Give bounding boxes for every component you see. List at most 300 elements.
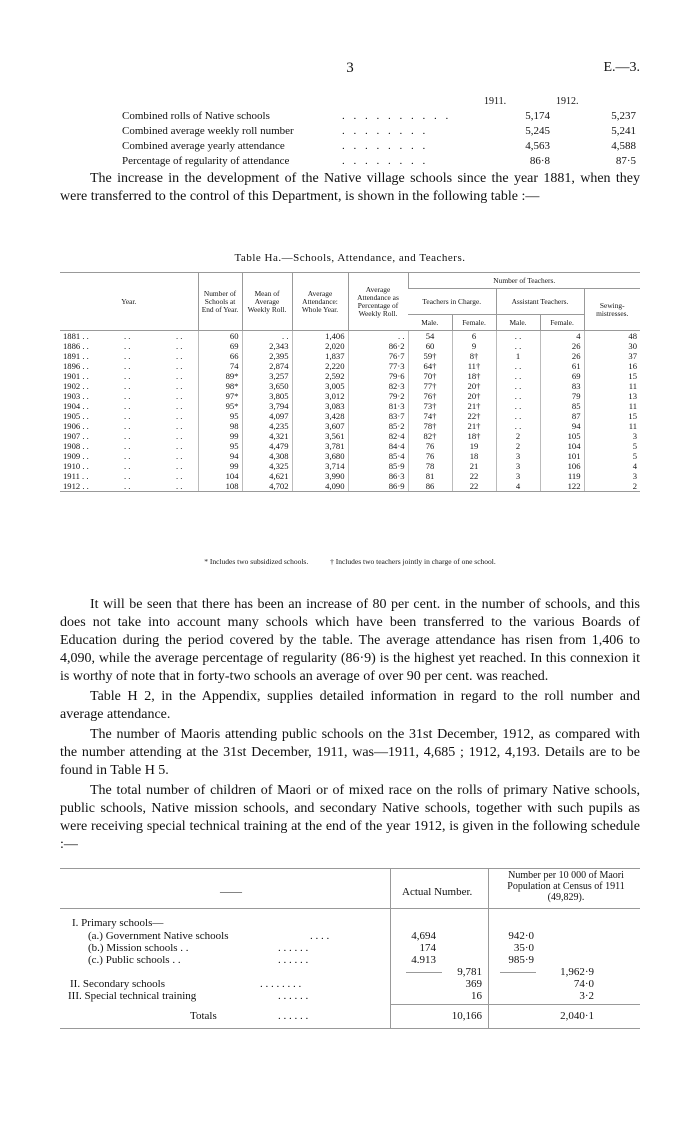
assistant-male-cell: 4 [496,481,540,492]
schools-attendance-table [60,272,640,492]
leader-dots: . . [176,461,183,471]
attendance-cell: 1,406 [292,331,348,342]
assistant-female-cell: 85 [540,401,584,411]
assistant-female-cell: 26 [540,341,584,351]
percentage-cell: 84·4 [348,441,408,451]
leader-dots: . . [124,421,131,431]
charge-male-cell: 77† [408,381,452,391]
year-label: 1903 . . [63,391,89,401]
assistant-male-cell: . . [496,421,540,431]
table-row [60,431,640,441]
col-sewing: Sewing-mistresses. [584,289,640,331]
assistant-male-cell: . . [496,401,540,411]
sewing-cell: 15 [584,411,640,421]
assistant-male-cell: 3 [496,461,540,471]
col-teachers: Number of Teachers. [408,273,640,289]
leader-dots: . . . . . . . . [260,978,302,990]
charge-female-cell: 11† [452,361,496,371]
stats-col-1911: 1911. [484,96,507,107]
leader-dots: . . . . . . . . . . [342,110,452,122]
leader-dots: . . [176,441,183,451]
attendance-cell: 3,083 [292,401,348,411]
sewing-cell: 11 [584,421,640,431]
percentage-cell: 86·2 [348,341,408,351]
page-reference: E.—3. [603,60,640,75]
schedule-col-blank: —— [220,886,242,898]
percentage-cell: 82·3 [348,381,408,391]
charge-male-cell: 78† [408,421,452,431]
stats-1912-value: 5,241 [611,125,636,137]
leader-dots: . . . . . . [278,990,309,1002]
attendance-cell: 3,680 [292,451,348,461]
schools-cell: 69 [198,341,242,351]
leader-dots: . . [176,401,183,411]
table-row [60,331,640,342]
charge-male-cell: 78 [408,461,452,471]
leader-dots: . . [124,481,131,491]
year-cell [60,401,198,411]
stats-1912-value: 5,237 [611,110,636,122]
primary-schools-label: I. Primary schools— [72,917,164,929]
leader-dots: . . [176,391,183,401]
stats-1911-value: 5,174 [525,110,550,122]
charge-male-cell: 82† [408,431,452,441]
mean-roll-cell: 3,805 [242,391,292,401]
charge-male-cell: 70† [408,371,452,381]
schools-cell: 95 [198,441,242,451]
schedule-row-label: (c.) Public schools . . [88,954,181,966]
secondary-schools-label: II. Secondary schools [70,978,166,990]
year-label: 1902 . . [63,381,89,391]
leader-dots: . . [124,391,131,401]
table-row [60,391,640,401]
schools-cell: 95 [198,411,242,421]
mean-roll-cell: 4,321 [242,431,292,441]
year-label: 1881 . . [63,331,89,341]
leader-dots: . . [124,461,131,471]
attendance-cell: 3,561 [292,431,348,441]
leader-dots: . . [176,361,183,371]
table-title: Table Ha.—Schools, Attendance, and Teachers. [234,252,466,264]
charge-female-cell: 6 [452,331,496,342]
mean-roll-cell: 4,325 [242,461,292,471]
schedule-table [60,860,640,1035]
col-mean-roll: Mean of Average Weekly Roll. [242,273,292,331]
schools-cell: 95* [198,401,242,411]
charge-female-cell: 9 [452,341,496,351]
mean-roll-cell: 2,395 [242,351,292,361]
assistant-male-cell: 1 [496,351,540,361]
table-row [60,441,640,451]
attendance-cell: 2,592 [292,371,348,381]
attendance-cell: 3,005 [292,381,348,391]
assistant-female-cell: 61 [540,361,584,371]
schedule-per-value: 985·9 [508,954,534,966]
sewing-cell: 37 [584,351,640,361]
percentage-cell: 86·9 [348,481,408,492]
col-in-charge: Teachers in Charge. [408,289,496,315]
mean-roll-cell: 3,650 [242,381,292,391]
year-label: 1907 . . [63,431,89,441]
assistant-female-cell: 94 [540,421,584,431]
schedule-per-value: 35·0 [513,942,534,954]
percentage-cell: 85·2 [348,421,408,431]
schools-cell: 99 [198,461,242,471]
leader-dots: . . [176,371,183,381]
table-row [60,451,640,461]
stats-1911-value: 86·8 [529,155,550,167]
assistant-female-cell: 79 [540,391,584,401]
leader-dots: . . [124,451,131,461]
secondary-per: 74·0 [573,978,594,990]
table-footnotes [0,557,700,566]
assistant-male-cell: 3 [496,471,540,481]
totals-per: 2,040·1 [560,1010,594,1022]
leader-dots: . . [124,431,131,441]
sewing-cell: 30 [584,341,640,351]
schools-cell: 97* [198,391,242,401]
stats-row [122,110,642,125]
charge-male-cell: 81 [408,471,452,481]
year-label: 1912 . . [63,481,89,491]
sewing-cell: 2 [584,481,640,492]
charge-male-cell: 59† [408,351,452,361]
schedule-row-label: (b.) Mission schools . . [88,942,189,954]
stats-row [122,140,642,155]
attendance-cell: 3,781 [292,441,348,451]
assistant-male-cell: . . [496,331,540,342]
col-percentage: Average Attendance as Percentage of Weekly Roll. [348,273,408,331]
charge-male-cell: 60 [408,341,452,351]
leader-dots: . . [176,471,183,481]
sewing-cell: 5 [584,451,640,461]
schools-cell: 98* [198,381,242,391]
mean-roll-cell: 4,702 [242,481,292,492]
assistant-male-cell: . . [496,411,540,421]
year-label: 1886 . . [63,341,89,351]
schedule-col-actual: Actual Number. [402,886,473,898]
leader-dots: . . [124,351,131,361]
charge-male-cell: 86 [408,481,452,492]
table-row [60,361,640,371]
mean-roll-cell: 2,343 [242,341,292,351]
footnote-dagger: † Includes two teachers jointly in charge of one school. [330,557,496,566]
year-cell [60,341,198,351]
mean-roll-cell: 4,308 [242,451,292,461]
schedule-per-value: 942·0 [508,930,534,942]
charge-female-cell: 18† [452,431,496,441]
primary-total-per: 1,962·9 [560,966,594,978]
primary-total-actual: 9,781 [457,966,482,978]
sewing-cell: 16 [584,361,640,371]
table-row [60,401,640,411]
technical-training-label: III. Special technical training [68,990,197,1002]
year-cell [60,451,198,461]
assistant-male-cell: . . [496,361,540,371]
leader-dots: . . [124,441,131,451]
leader-dots: . . [176,331,183,341]
leader-dots: . . . . . . [278,1010,309,1022]
percentage-cell: 82·4 [348,431,408,441]
stats-1912-value: 4,588 [611,140,636,152]
charge-female-cell: 20† [452,391,496,401]
schools-cell: 108 [198,481,242,492]
stats-row [122,155,642,170]
table-row [60,461,640,471]
charge-female-cell: 21† [452,421,496,431]
stats-1912-value: 87·5 [615,155,636,167]
sewing-cell: 11 [584,401,640,411]
attendance-cell: 3,607 [292,421,348,431]
table-row [60,411,640,421]
year-cell [60,431,198,441]
paragraph-schedule-intro: The total number of children of Maori or of mixed race on the rolls of primary Native schools, public schools, Native mission schools, and secondary Native schools, together with such pupils as were receiving special technical training at the end of the year 1912, is given in the following schedule :— [60,783,640,852]
year-cell [60,371,198,381]
mean-roll-cell: 4,621 [242,471,292,481]
col-charge-male: Male. [408,315,452,331]
leader-dots: . . . . . . [278,942,309,954]
leader-dots: . . [176,351,183,361]
sewing-cell: 15 [584,371,640,381]
year-cell [60,411,198,421]
assistant-male-cell: 3 [496,451,540,461]
mean-roll-cell: 3,257 [242,371,292,381]
schools-cell: 99 [198,431,242,441]
assistant-female-cell: 119 [540,471,584,481]
attendance-cell: 3,428 [292,411,348,421]
charge-female-cell: 22 [452,471,496,481]
charge-male-cell: 64† [408,361,452,371]
charge-female-cell: 20† [452,381,496,391]
attendance-cell: 3,012 [292,391,348,401]
sewing-cell: 3 [584,471,640,481]
attendance-cell: 2,220 [292,361,348,371]
assistant-male-cell: 2 [496,441,540,451]
stats-row [122,125,642,140]
assistant-male-cell: . . [496,391,540,401]
sewing-cell: 4 [584,461,640,471]
mean-roll-cell: 4,097 [242,411,292,421]
paragraph-intro: The increase in the development of the Native village schools since the year 1881, when they were transferred to the control of this Department, is shown in the following table :— [60,171,640,204]
mean-roll-cell: . . [242,331,292,342]
table-row [60,481,640,492]
leader-dots: . . [124,361,131,371]
col-assistant: Assistant Teachers. [496,289,584,315]
percentage-cell: . . [348,331,408,342]
leader-dots: . . . . [310,930,330,942]
percentage-cell: 81·3 [348,401,408,411]
attendance-cell: 2,020 [292,341,348,351]
year-cell [60,461,198,471]
charge-male-cell: 74† [408,411,452,421]
stats-label: Percentage of regularity of attendance [122,155,290,167]
schedule-actual-value: 174 [419,942,436,954]
charge-female-cell: 18† [452,371,496,381]
schedule-actual-value: 4,694 [411,930,436,942]
schedule-actual-value: 4.913 [411,954,436,966]
leader-dots: . . [176,481,183,491]
schools-cell: 104 [198,471,242,481]
paragraph-analysis: It will be seen that there has been an increase of 80 per cent. in the number of schools, and this does not take into account many schools which have been transferred to the various Boards of Education during the period covered by the table. The average attendance has risen from 1,406 to 4,090, while the average percentage of regularity (86·9) is the highest yet reached. In this connexion it is worthy of note that in forty-two schools an average of over 90 per cent. was reached. [60,597,640,684]
assistant-female-cell: 105 [540,431,584,441]
year-label: 1909 . . [63,451,89,461]
year-cell [60,481,198,492]
sewing-cell: 5 [584,441,640,451]
col-attendance: Average Attendance: Whole Year. [292,273,348,331]
year-label: 1904 . . [63,401,89,411]
charge-female-cell: 19 [452,441,496,451]
sewing-cell: 11 [584,381,640,391]
year-label: 1911 . . [63,471,89,481]
percentage-cell: 79·6 [348,371,408,381]
year-cell [60,441,198,451]
percentage-cell: 85·9 [348,461,408,471]
col-assistant-female: Female. [540,315,584,331]
schools-cell: 94 [198,451,242,461]
assistant-male-cell: . . [496,371,540,381]
stats-1911-value: 4,563 [525,140,550,152]
sewing-cell: 48 [584,331,640,342]
stats-1911-value: 5,245 [525,125,550,137]
assistant-female-cell: 104 [540,441,584,451]
assistant-female-cell: 83 [540,381,584,391]
leader-dots: . . [176,341,183,351]
year-cell [60,331,198,342]
stats-label: Combined rolls of Native schools [122,110,270,122]
charge-female-cell: 21† [452,401,496,411]
assistant-female-cell: 69 [540,371,584,381]
charge-female-cell: 22 [452,481,496,492]
col-year: Year. [60,273,198,331]
charge-female-cell: 22† [452,411,496,421]
schedule-col-per-10000: Number per 10 000 of Maori Population at Census of 1911 (49,829). [507,870,625,903]
year-cell [60,361,198,371]
leader-dots: . . [124,371,131,381]
charge-female-cell: 21 [452,461,496,471]
leader-dots: . . [124,381,131,391]
attendance-cell: 4,090 [292,481,348,492]
table-row [60,471,640,481]
leader-dots: . . . . . . [278,954,309,966]
paragraph-public-schools: The number of Maoris attending public schools on the 31st December, 1912, as compared with the number attending at the 31st December, 1911, was—1911, 4,685 ; 1912, 4,193. Details are to be found in Table H 5. [60,727,640,778]
year-label: 1910 . . [63,461,89,471]
secondary-actual: 369 [465,978,482,990]
leader-dots: . . . . . . . . [342,155,429,167]
leader-dots: . . [176,381,183,391]
year-label: 1905 . . [63,411,89,421]
technical-actual: 16 [471,990,482,1002]
leader-dots: . . [176,451,183,461]
charge-male-cell: 73† [408,401,452,411]
year-cell [60,381,198,391]
charge-male-cell: 76 [408,451,452,461]
schools-cell: 74 [198,361,242,371]
stats-label: Combined average yearly attendance [122,140,285,152]
assistant-female-cell: 106 [540,461,584,471]
leader-dots: . . . . . . . . [342,125,429,137]
assistant-female-cell: 26 [540,351,584,361]
percentage-cell: 79·2 [348,391,408,401]
table-row [60,421,640,431]
year-cell [60,351,198,361]
assistant-female-cell: 87 [540,411,584,421]
assistant-female-cell: 122 [540,481,584,492]
charge-male-cell: 54 [408,331,452,342]
charge-male-cell: 76 [408,441,452,451]
assistant-male-cell: 2 [496,431,540,441]
paragraph-table-h2: Table H 2, in the Appendix, supplies detailed information in regard to the roll number and average attendance. [60,689,640,722]
sewing-cell: 13 [584,391,640,401]
percentage-cell: 76·7 [348,351,408,361]
table-row [60,381,640,391]
percentage-cell: 77·3 [348,361,408,371]
leader-dots: . . [176,431,183,441]
charge-female-cell: 18 [452,451,496,461]
charge-male-cell: 76† [408,391,452,401]
leader-dots: . . [124,401,131,411]
year-label: 1896 . . [63,361,89,371]
totals-label: Totals [190,1010,217,1022]
table-row [60,341,640,351]
mean-roll-cell: 2,874 [242,361,292,371]
percentage-cell: 83·7 [348,411,408,421]
schools-cell: 89* [198,371,242,381]
assistant-female-cell: 101 [540,451,584,461]
year-label: 1906 . . [63,421,89,431]
page-number: 3 [346,60,354,76]
leader-dots: . . [176,411,183,421]
sewing-cell: 3 [584,431,640,441]
attendance-cell: 3,990 [292,471,348,481]
percentage-cell: 85·4 [348,451,408,461]
attendance-cell: 1,837 [292,351,348,361]
schools-cell: 98 [198,421,242,431]
leader-dots: . . [124,471,131,481]
table-row [60,371,640,381]
year-label: 1901 . . [63,371,89,381]
mean-roll-cell: 4,479 [242,441,292,451]
attendance-cell: 3,714 [292,461,348,471]
schools-cell: 66 [198,351,242,361]
year-cell [60,391,198,401]
year-label: 1908 . . [63,441,89,451]
leader-dots: . . [124,341,131,351]
leader-dots: . . . . . . . . [342,140,429,152]
table-row [60,351,640,361]
year-label: 1891 . . [63,351,89,361]
assistant-male-cell: . . [496,341,540,351]
leader-dots: . . [124,331,131,341]
assistant-female-cell: 4 [540,331,584,342]
stats-col-1912: 1912. [556,96,579,107]
col-assistant-male: Male. [496,315,540,331]
schools-cell: 60 [198,331,242,342]
assistant-male-cell: . . [496,381,540,391]
year-cell [60,471,198,481]
stats-label: Combined average weekly roll number [122,125,294,137]
schedule-row-label: (a.) Government Native schools [88,930,229,942]
mean-roll-cell: 3,794 [242,401,292,411]
charge-female-cell: 8† [452,351,496,361]
leader-dots: . . [124,411,131,421]
technical-per: 3·2 [579,990,594,1002]
totals-actual: 10,166 [451,1010,482,1022]
leader-dots: . . [176,421,183,431]
col-charge-female: Female. [452,315,496,331]
col-schools: Number of Schools at End of Year. [198,273,242,331]
footnote-star: * Includes two subsidized schools. [204,557,309,566]
year-cell [60,421,198,431]
